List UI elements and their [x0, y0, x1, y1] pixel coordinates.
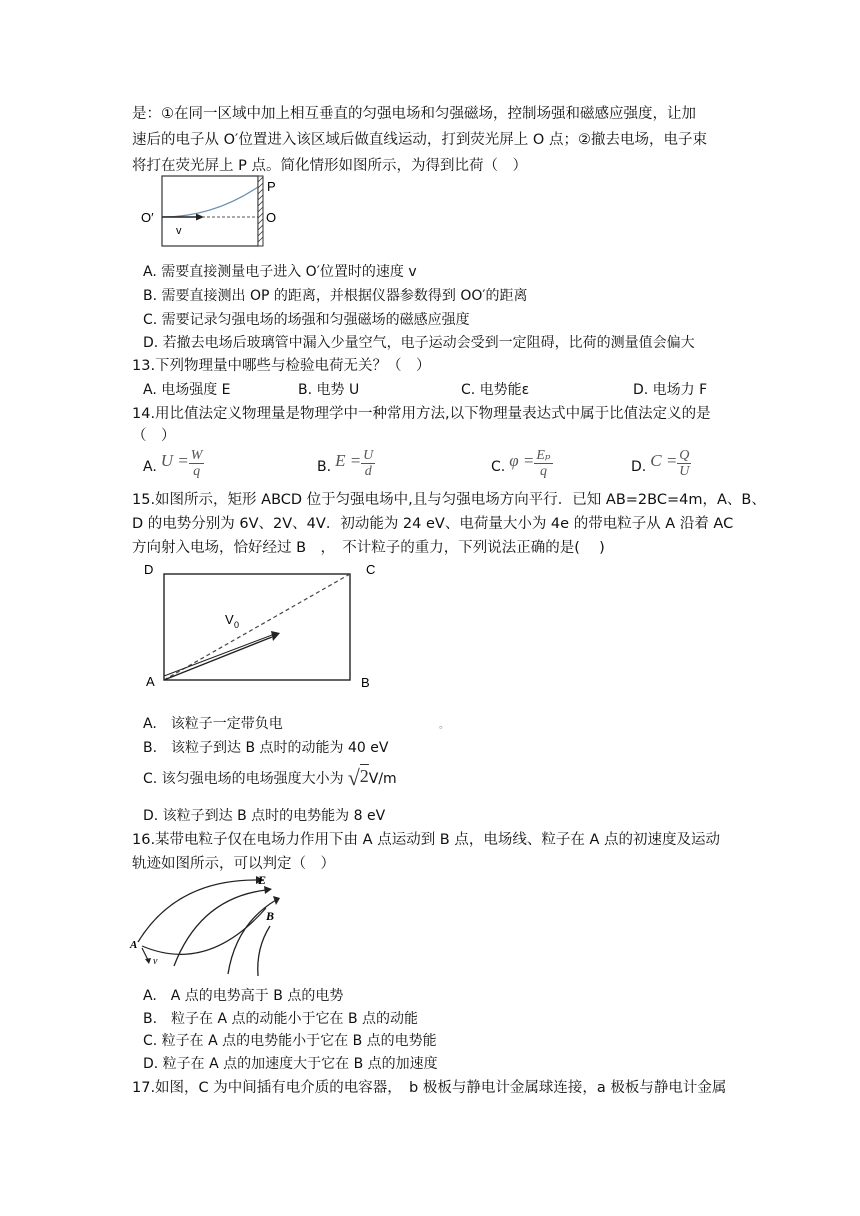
q14-option-c: [491, 448, 553, 479]
q15-label-b: B: [361, 675, 370, 690]
q14-d-label: D.: [631, 459, 647, 475]
q15-label-v0-subscript: 0: [234, 620, 240, 630]
q14-d-fraction: $\frac{Q}{U}$: [679, 448, 690, 479]
q16-option-c: C. 粒子在 A 点的电势能小于它在 B 点的电势能: [143, 1033, 437, 1049]
q14-b-label: B.: [317, 459, 332, 475]
q14-a-fraction: $\frac{W}{q}$: [190, 448, 203, 479]
q13-stem: 13.下列物理量中哪些与检验电荷无关？（ ）: [132, 358, 431, 374]
q12-option-b: B. 需要直接测出 OP 的距离，并根据仪器参数得到 OO′的距离: [143, 288, 528, 304]
q13-option-c: C. 电势能ε: [461, 382, 530, 398]
q14-c-label: C.: [491, 459, 506, 475]
q15-option-a: A. 该粒子一定带负电: [143, 716, 283, 732]
q12-label-p: P: [267, 179, 276, 194]
q15-sqrt-radicand: 2: [359, 766, 369, 786]
q16-option-a: A. A 点的电势高于 B 点的电势: [143, 988, 344, 1004]
q15-option-b: B. 该粒子到达 B 点时的动能为 40 eV: [143, 740, 389, 756]
q12-option-d: D. 若撤去电场后玻璃管中漏入少量空气，电子运动会受到一定阻碍，比荷的测量值会偏大: [143, 335, 695, 351]
q14-c-lhs: φ =: [509, 451, 535, 470]
q15-label-v0: V: [225, 612, 234, 627]
q15-option-c: [143, 764, 397, 791]
q15-stem-line-3: 方向射入电场，恰好经过 B ， 不计粒子的重力，下列说法正确的是( ): [132, 540, 605, 556]
q16-trajectory: [142, 908, 266, 954]
q16-field-line-4: [258, 926, 270, 976]
q15-diagonal-ac: [164, 574, 350, 680]
q12-label-o: O: [266, 210, 277, 225]
q14-stem-line-2: （ ）: [132, 428, 176, 444]
q15-option-d: D. 该粒子到达 B 点时的电势能为 8 eV: [143, 808, 386, 824]
q12-label-oprime: O′: [141, 210, 154, 225]
q14-a-label: A.: [143, 459, 157, 475]
q15-stem-line-2: D 的电势分别为 6V、2V、4V．初动能为 24 eV、电荷量大小为 4e 的带电粒子从 A 沿着 AC: [132, 516, 734, 532]
q12-option-a: A. 需要直接测量电子进入 O′位置时的速度 v: [143, 264, 417, 280]
q16-label-a: A: [130, 939, 138, 951]
q14-option-a: [143, 448, 204, 479]
q14-c-fraction: $\frac{\text{Eₚ}}{q}$: [536, 448, 551, 479]
q12-option-c: C. 需要记录匀强电场的场强和匀强磁场的磁感应强度: [143, 312, 470, 328]
q15-stem-line-1: 15.如图所示，矩形 ABCD 位于匀强电场中,且与匀强电场方向平行．已知 AB=2BC=4m，A、B、: [132, 492, 766, 508]
q16-field-line-1: [138, 880, 256, 942]
q15-figure: [140, 558, 380, 693]
q16-velocity-arrow: [142, 948, 148, 960]
q16-stem-line-2: 轨迹如图所示，可以判定（ ）: [132, 856, 335, 872]
q14-b-lhs: E =: [335, 451, 362, 470]
q15-velocity-arrow: [164, 637, 272, 680]
q13-option-a: A. 电场强度 E: [143, 382, 231, 398]
q12-line-2: 速后的电子从 O′位置进入该区域后做直线运动，打到荧光屏上 O 点；②撤去电场，电子束: [132, 132, 707, 148]
q14-d-lhs: C =: [650, 451, 678, 470]
q16-option-b: B. 粒子在 A 点的动能小于它在 B 点的动能: [143, 1011, 419, 1027]
q16-label-e: E: [258, 873, 267, 887]
q12-line-3: 将打在荧光屏上 P 点。简化情形如图所示，为得到比荷（ ）: [132, 158, 527, 174]
q12-label-v: v: [176, 225, 182, 237]
q15-option-c-text: C. 该匀强电场的电场强度大小为: [143, 771, 344, 787]
q15-option-c-unit: V/m: [368, 771, 397, 787]
q16-option-d: D. 粒子在 A 点的加速度大于它在 B 点的加速度: [143, 1056, 438, 1072]
q16-label-v: v: [153, 956, 158, 967]
q12-trajectory: [162, 187, 258, 217]
q14-option-d: [631, 448, 691, 479]
q14-b-fraction: $\frac{U}{d}$: [363, 448, 374, 479]
q13-option-d: D. 电场力 F: [633, 382, 708, 398]
q14-a-lhs: U =: [160, 451, 189, 470]
q16-figure: [128, 868, 288, 980]
q12-figure: [138, 172, 288, 252]
q14-stem-line-1: 14.用比值法定义物理量是物理学中一种常用方法,以下物理量表达式中属于比值法定义的是: [132, 406, 711, 422]
q15-label-a: A: [146, 674, 155, 689]
q13-option-b: B. 电势 U: [298, 382, 360, 398]
q15-label-d: D: [144, 562, 154, 577]
q15-label-c: C: [366, 562, 376, 577]
q15-sqrt-symbol: √: [347, 765, 360, 790]
q14-option-b: [317, 448, 375, 479]
q17-stem-line-1: 17.如图，C 为中间插有电介质的电容器， b 极板与静电计金属球连接，a 极板与静电计金属: [132, 1080, 727, 1096]
q12-line-1: 是：①在同一区域中加上相互垂直的匀强电场和匀强磁场，控制场强和磁感应强度，让加: [132, 106, 696, 122]
q16-label-b: B: [266, 909, 275, 923]
q16-stem-line-1: 16.某带电粒子仅在电场力作用下由 A 点运动到 B 点，电场线、粒子在 A 点的初速度及运动: [132, 832, 720, 848]
q15-stray-dot: 。: [439, 720, 449, 731]
